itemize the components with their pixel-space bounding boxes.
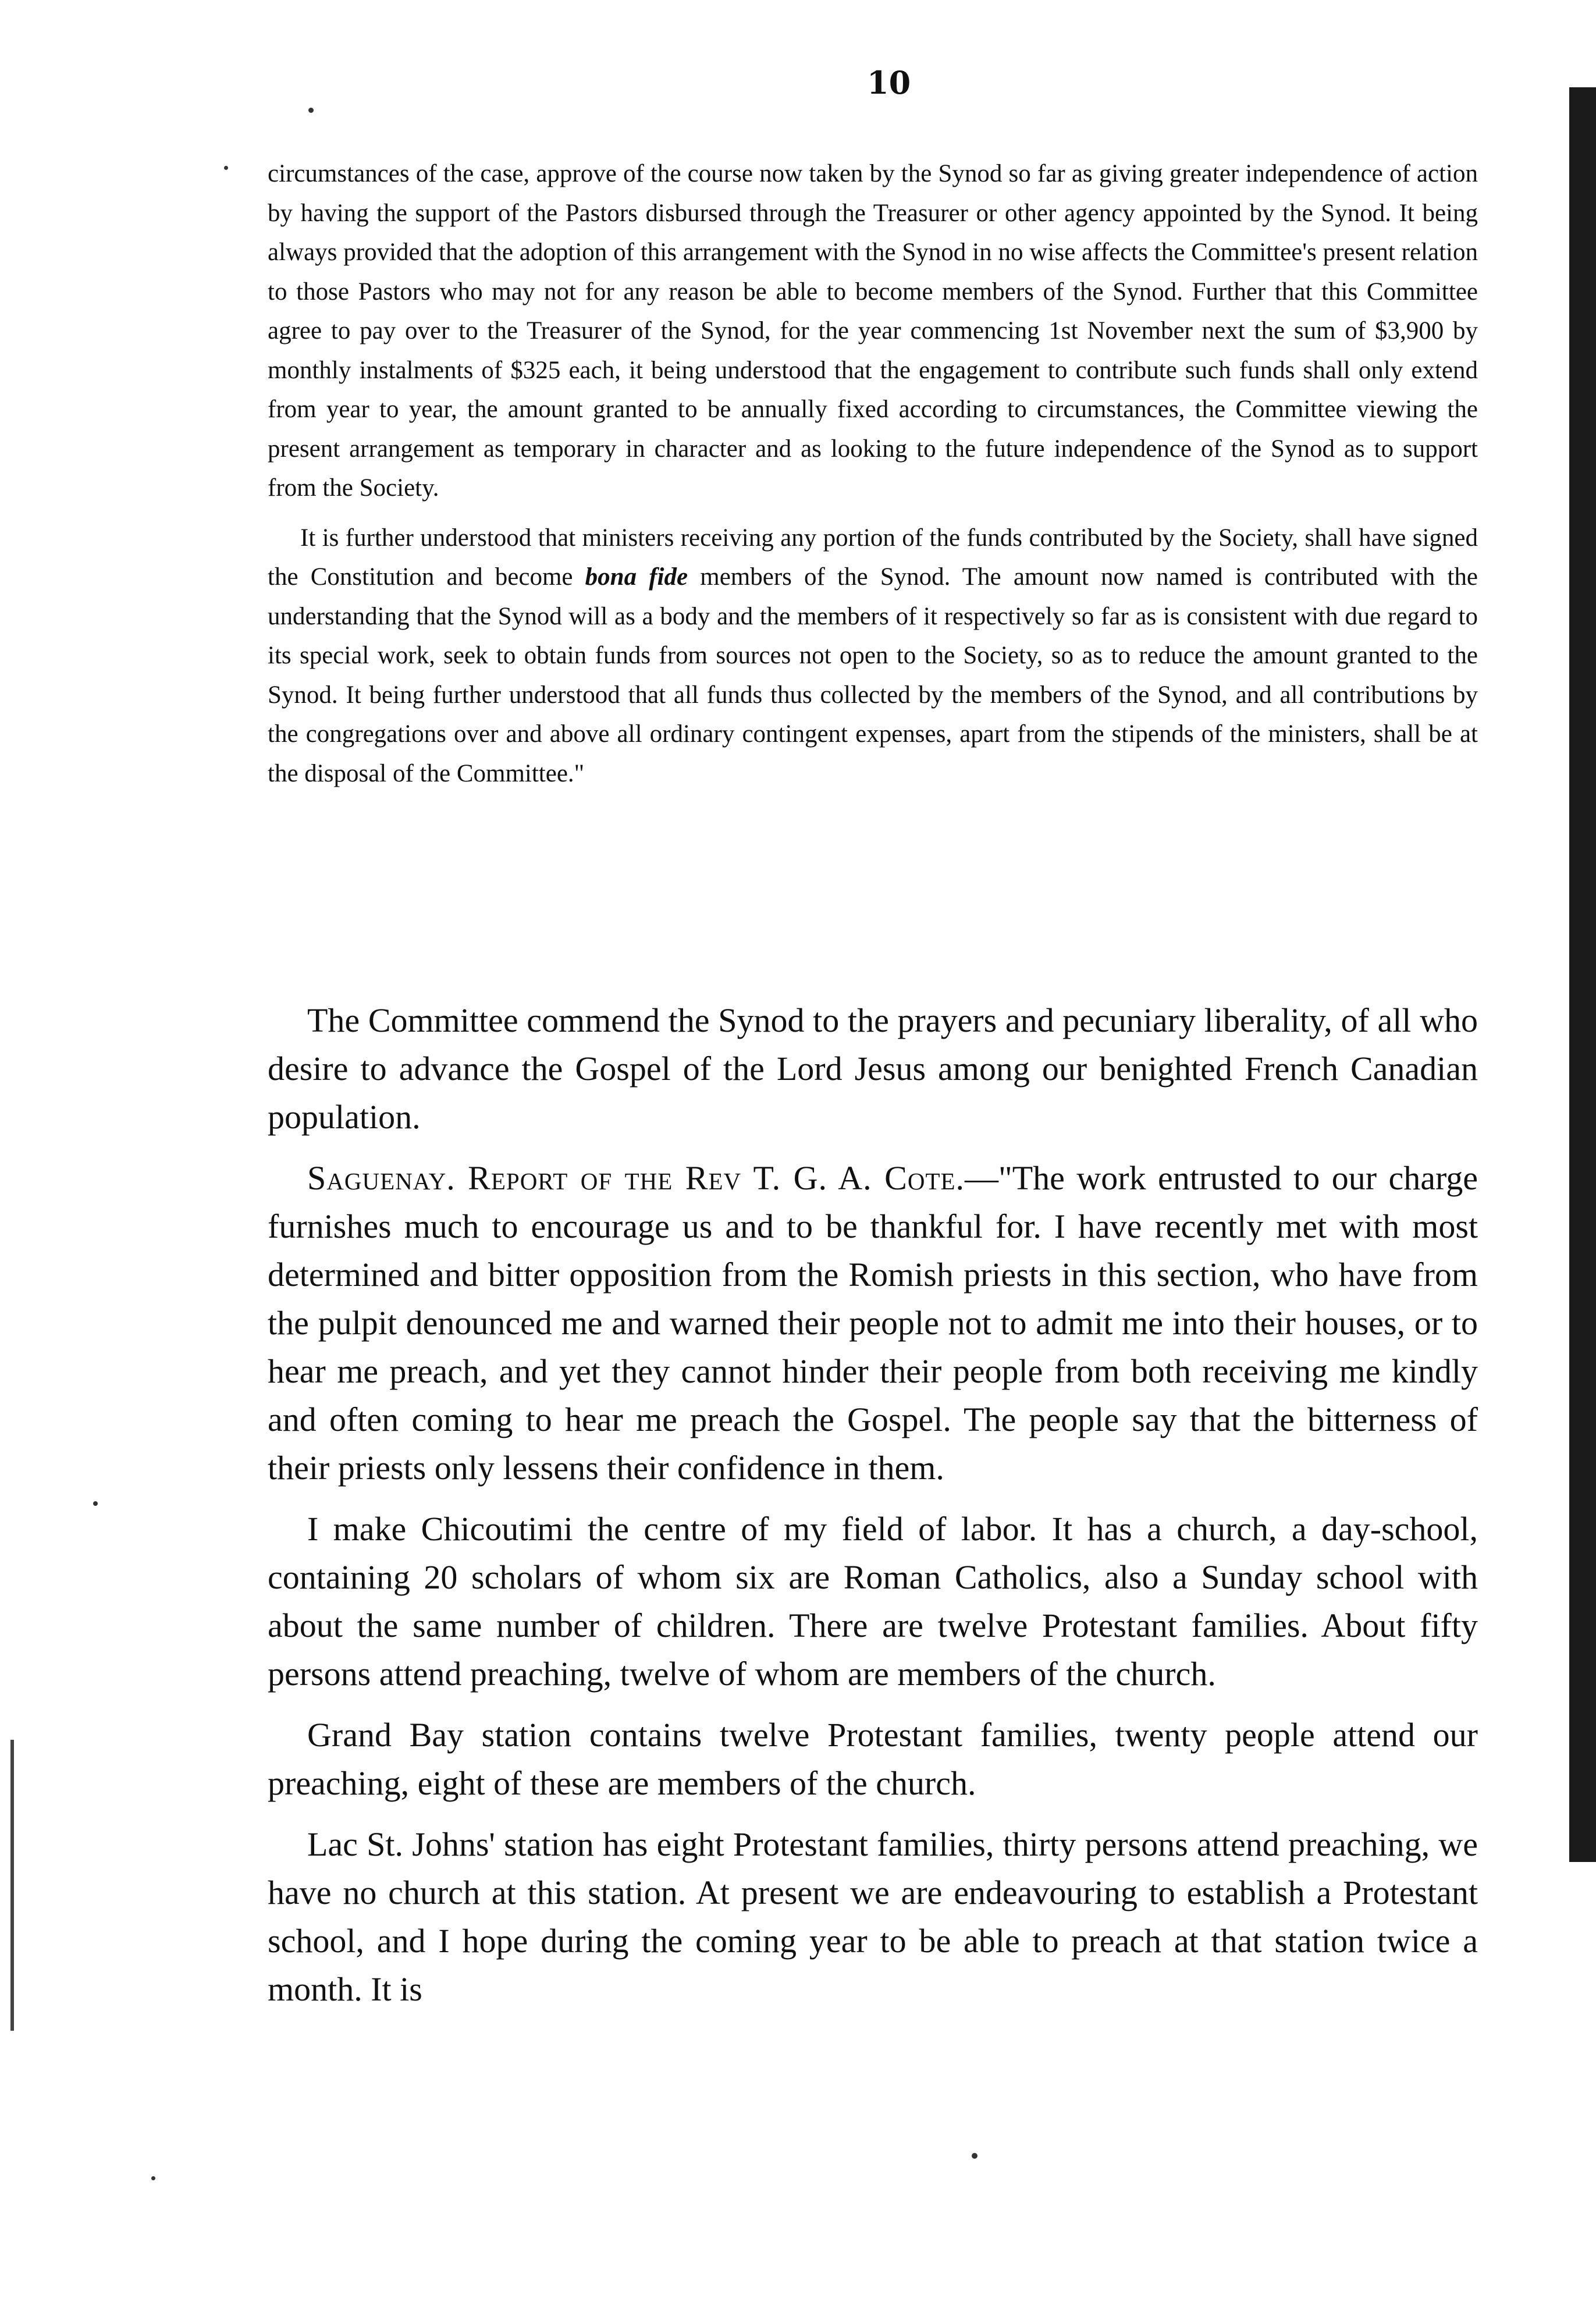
quote-paragraph-2-end: members of the Synod. The amount now named is contributed with the understanding that the Synod will as a body and the members of it respectively so far as is consistent with due regard to its special work, seek to obtain funds from sources not open to the Society, so as to reduce the amount granted to the Synod. It being further understood that all funds thus collected by the members of the Synod, and all contributions by the congregations over and above all ordinary contingent expenses, apart from the stipends of the ministers, shall be at the disposal of the Committee." — [268, 563, 1478, 787]
body-paragraph-3: I make Chicoutimi the centre of my field of labor. It has a church, a day-school, containing 20 scholars of whom six are Roman Catholics, also a Sunday school with about the same number of children. There are twelve Protestant families. About fifty persons attend preaching, twelve of whom are members of the church. — [268, 1510, 1478, 1693]
quote-paragraph-1: circumstances of the case, approve of the course now taken by the Synod so far as giving greater independence of action by having the support of the Pastors disbursed through the Treasurer or other agency appointed by the Synod. It being always provided that the adoption of this arrangement with the Synod in no wise affects the Committee's present relation to those Pastors who may not for any reason be able to become members of the Synod. Further that this Committee agree to pay over to the Treasurer of the Synod, for the year commencing 1st November next the sum of $3,900 by monthly instalments of $325 each, it being understood that the engagement to contribute such funds shall only extend from year to year, the amount granted to be annually fixed according to circumstances, the Committee viewing the present arrangement as temporary in character and as looking to the future independence of the Synod as to support from the Society. — [268, 160, 1478, 502]
scan-speck — [972, 2153, 977, 2159]
scan-speck — [93, 1501, 98, 1506]
body-paragraph-4: Grand Bay station contains twelve Protestant families, twenty people attend our preaching, eight of these are members of the church. — [268, 1716, 1478, 1802]
quote-italic-phrase: bona fide — [585, 563, 688, 591]
quote-paragraph-2 — [268, 518, 1478, 794]
quote-paragraph-2-start: It is further understood that ministers receiving any portion of the funds contributed by the Society, shall have signed the Constitution and become — [268, 524, 1478, 591]
page-number: 10 — [867, 64, 911, 101]
report-text: —"The work entrusted to our charge furnishes much to encourage us and to be thankful for. I have recently met with most determined and bitter opposition from the Romish priests in this section, who have from the pulpit denounced me and warned their people not to admit me into their houses, or to hear me preach, and yet they cannot hinder their people from both receiving me kindly and often coming to hear me preach the Gospel. The people say that the bitterness of their priests only lessens their confidence in them. — [268, 1159, 1478, 1487]
scan-speck — [308, 108, 314, 113]
body-paragraph-5: Lac St. Johns' station has eight Protestant families, thirty persons attend preaching, we have no church at this station. At present we are endeavouring to establish a Protestant school, and I hope during the coming year to be able to preach at that station twice a month. It is — [268, 1825, 1478, 2008]
scan-speck — [224, 166, 228, 170]
report-heading: Saguenay. Report of the Rev T. G. A. Cote. — [307, 1159, 965, 1197]
quoted-resolution — [268, 154, 1478, 804]
report-body — [268, 996, 1478, 2026]
body-paragraph-2 — [268, 1154, 1478, 1492]
body-paragraph-1: The Committee commend the Synod to the prayers and pecuniary liberality, of all who desire to advance the Gospel of the Lord Jesus among our benighted French Canadian population. — [268, 1001, 1478, 1136]
scan-speck — [151, 2176, 155, 2180]
binding-shadow — [1569, 87, 1596, 1862]
scan-edge-mark — [10, 1740, 14, 2031]
